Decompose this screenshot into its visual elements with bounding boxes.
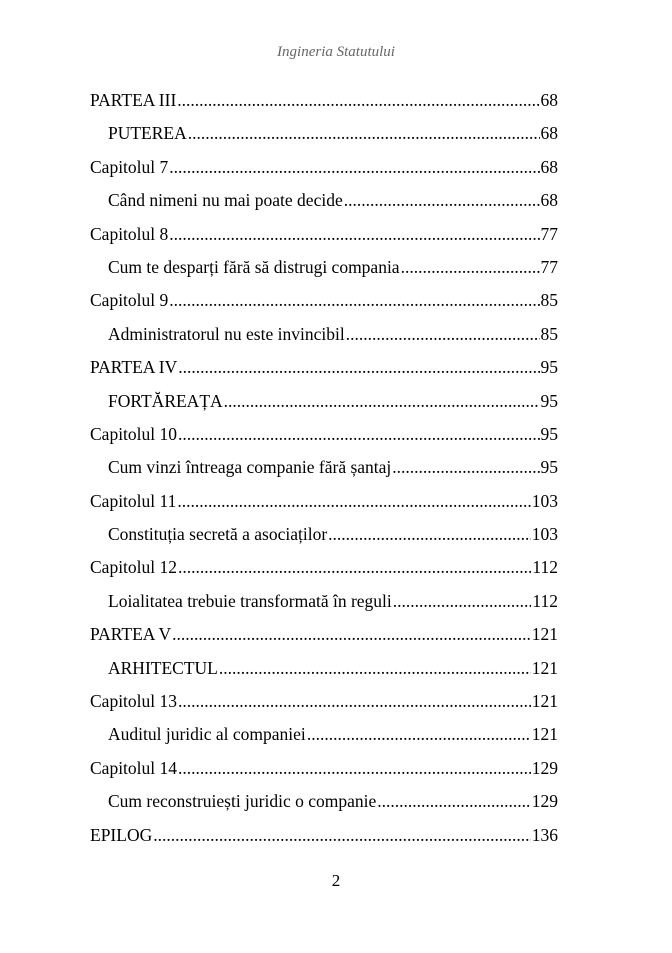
toc-entry-title: Capitolul 14	[90, 757, 178, 778]
toc-entry[interactable]	[90, 123, 558, 156]
toc-entry-page: 121	[531, 724, 558, 745]
running-header: Ingineria Statutului	[277, 44, 395, 60]
toc-entry[interactable]	[90, 224, 558, 257]
dot-leader	[177, 90, 539, 110]
toc-entry-title: Cum te desparți fără să distrugi compania	[108, 256, 400, 277]
dot-leader	[169, 290, 539, 310]
dot-leader	[153, 825, 531, 845]
dot-leader	[401, 257, 540, 277]
toc-entry[interactable]	[90, 257, 558, 290]
dot-leader	[188, 123, 540, 143]
toc-entry[interactable]	[90, 324, 558, 357]
toc-entry-title: Capitolul 13	[90, 691, 178, 712]
toc-entry-page: 77	[540, 223, 558, 244]
toc-entry[interactable]	[90, 491, 558, 524]
toc-entry-page: 68	[540, 90, 558, 110]
toc-entry[interactable]	[90, 357, 558, 390]
toc-entry-page: 129	[531, 757, 558, 778]
toc-entry-title: Capitolul 12	[90, 557, 178, 578]
dot-leader	[178, 424, 539, 444]
toc-entry-title: Cum vinzi întreaga companie fără șantaj	[108, 457, 392, 478]
toc-entry-page: 68	[540, 156, 558, 177]
toc-entry-title: Loialitatea trebuie transformată în reguli	[108, 590, 392, 611]
dot-leader	[344, 190, 540, 210]
toc-entry-page: 85	[540, 323, 558, 344]
toc-entry-page: 112	[532, 590, 558, 611]
toc-entry[interactable]	[90, 290, 558, 323]
toc-entry-page: 77	[540, 256, 558, 277]
toc-entry[interactable]	[90, 157, 558, 190]
toc-entry[interactable]	[90, 724, 558, 757]
toc-entry-title: PARTEA III	[90, 90, 177, 110]
dot-leader	[393, 591, 532, 611]
toc-entry-title: PARTEA V	[90, 624, 172, 645]
toc-entry-title: Capitolul 9	[90, 290, 169, 311]
toc-entry[interactable]	[90, 758, 558, 791]
toc-entry-page: 121	[531, 691, 558, 712]
toc-entry-page: 112	[532, 557, 558, 578]
dot-leader	[178, 691, 531, 711]
dot-leader	[307, 724, 531, 744]
toc-entry[interactable]	[90, 591, 558, 624]
toc-entry-page: 129	[531, 791, 558, 812]
toc-entry-title: Auditul juridic al companiei	[108, 724, 306, 745]
toc-entry-title: EPILOG	[90, 824, 153, 845]
dot-leader	[219, 658, 531, 678]
toc-entry-title: Administratorul nu este invincibil	[108, 323, 345, 344]
toc-entry[interactable]	[90, 624, 558, 657]
dot-leader	[328, 524, 531, 544]
toc-entry-title: Capitolul 10	[90, 423, 178, 444]
toc-entry[interactable]	[90, 424, 558, 457]
toc-entry[interactable]	[90, 391, 558, 424]
dot-leader	[377, 791, 530, 811]
toc-entry[interactable]	[90, 557, 558, 590]
toc-entry-title: Cum reconstruiești juridic o companie	[108, 791, 377, 812]
toc-entry-page: 95	[540, 423, 558, 444]
toc-entry-title: Când nimeni nu mai poate decide	[108, 190, 343, 211]
toc-entry-title: Capitolul 8	[90, 223, 169, 244]
toc-entry-page: 68	[540, 190, 558, 211]
toc-entry-page: 95	[540, 357, 558, 378]
toc-entry[interactable]	[90, 691, 558, 724]
toc-entry-title: Capitolul 11	[90, 490, 177, 511]
dot-leader	[178, 557, 531, 577]
dot-leader	[224, 391, 540, 411]
toc-entry-page: 136	[531, 824, 558, 845]
toc-entry-page: 103	[531, 490, 558, 511]
page-number: 2	[331, 871, 341, 890]
toc-entry-title: FORTĂREAȚA	[108, 390, 223, 411]
dot-leader	[392, 457, 539, 477]
dot-leader	[169, 157, 539, 177]
dot-leader	[172, 624, 531, 644]
dot-leader	[178, 357, 539, 377]
toc-entry-title: Capitolul 7	[90, 156, 169, 177]
toc-entry[interactable]	[90, 524, 558, 557]
toc-entry[interactable]	[90, 457, 558, 490]
toc-entry-page: 95	[540, 390, 558, 411]
table-of-contents	[90, 90, 558, 858]
toc-entry-page: 121	[531, 657, 558, 678]
toc-entry-page: 85	[540, 290, 558, 311]
dot-leader	[178, 758, 531, 778]
dot-leader	[169, 224, 539, 244]
toc-entry[interactable]	[90, 658, 558, 691]
toc-entry[interactable]	[90, 90, 558, 123]
toc-entry-title: PUTEREA	[108, 123, 187, 144]
toc-entry-title: Constituția secretă a asociaților	[108, 524, 328, 545]
toc-entry[interactable]	[90, 825, 558, 858]
toc-entry-title: PARTEA IV	[90, 357, 178, 378]
toc-entry-title: ARHITECTUL	[108, 657, 218, 678]
toc-entry-page: 68	[540, 123, 558, 144]
toc-entry[interactable]	[90, 791, 558, 824]
toc-entry-page: 95	[540, 457, 558, 478]
toc-entry-page: 103	[531, 524, 558, 545]
dot-leader	[346, 324, 540, 344]
dot-leader	[177, 491, 530, 511]
toc-entry-page: 121	[531, 624, 558, 645]
toc-entry[interactable]	[90, 190, 558, 223]
